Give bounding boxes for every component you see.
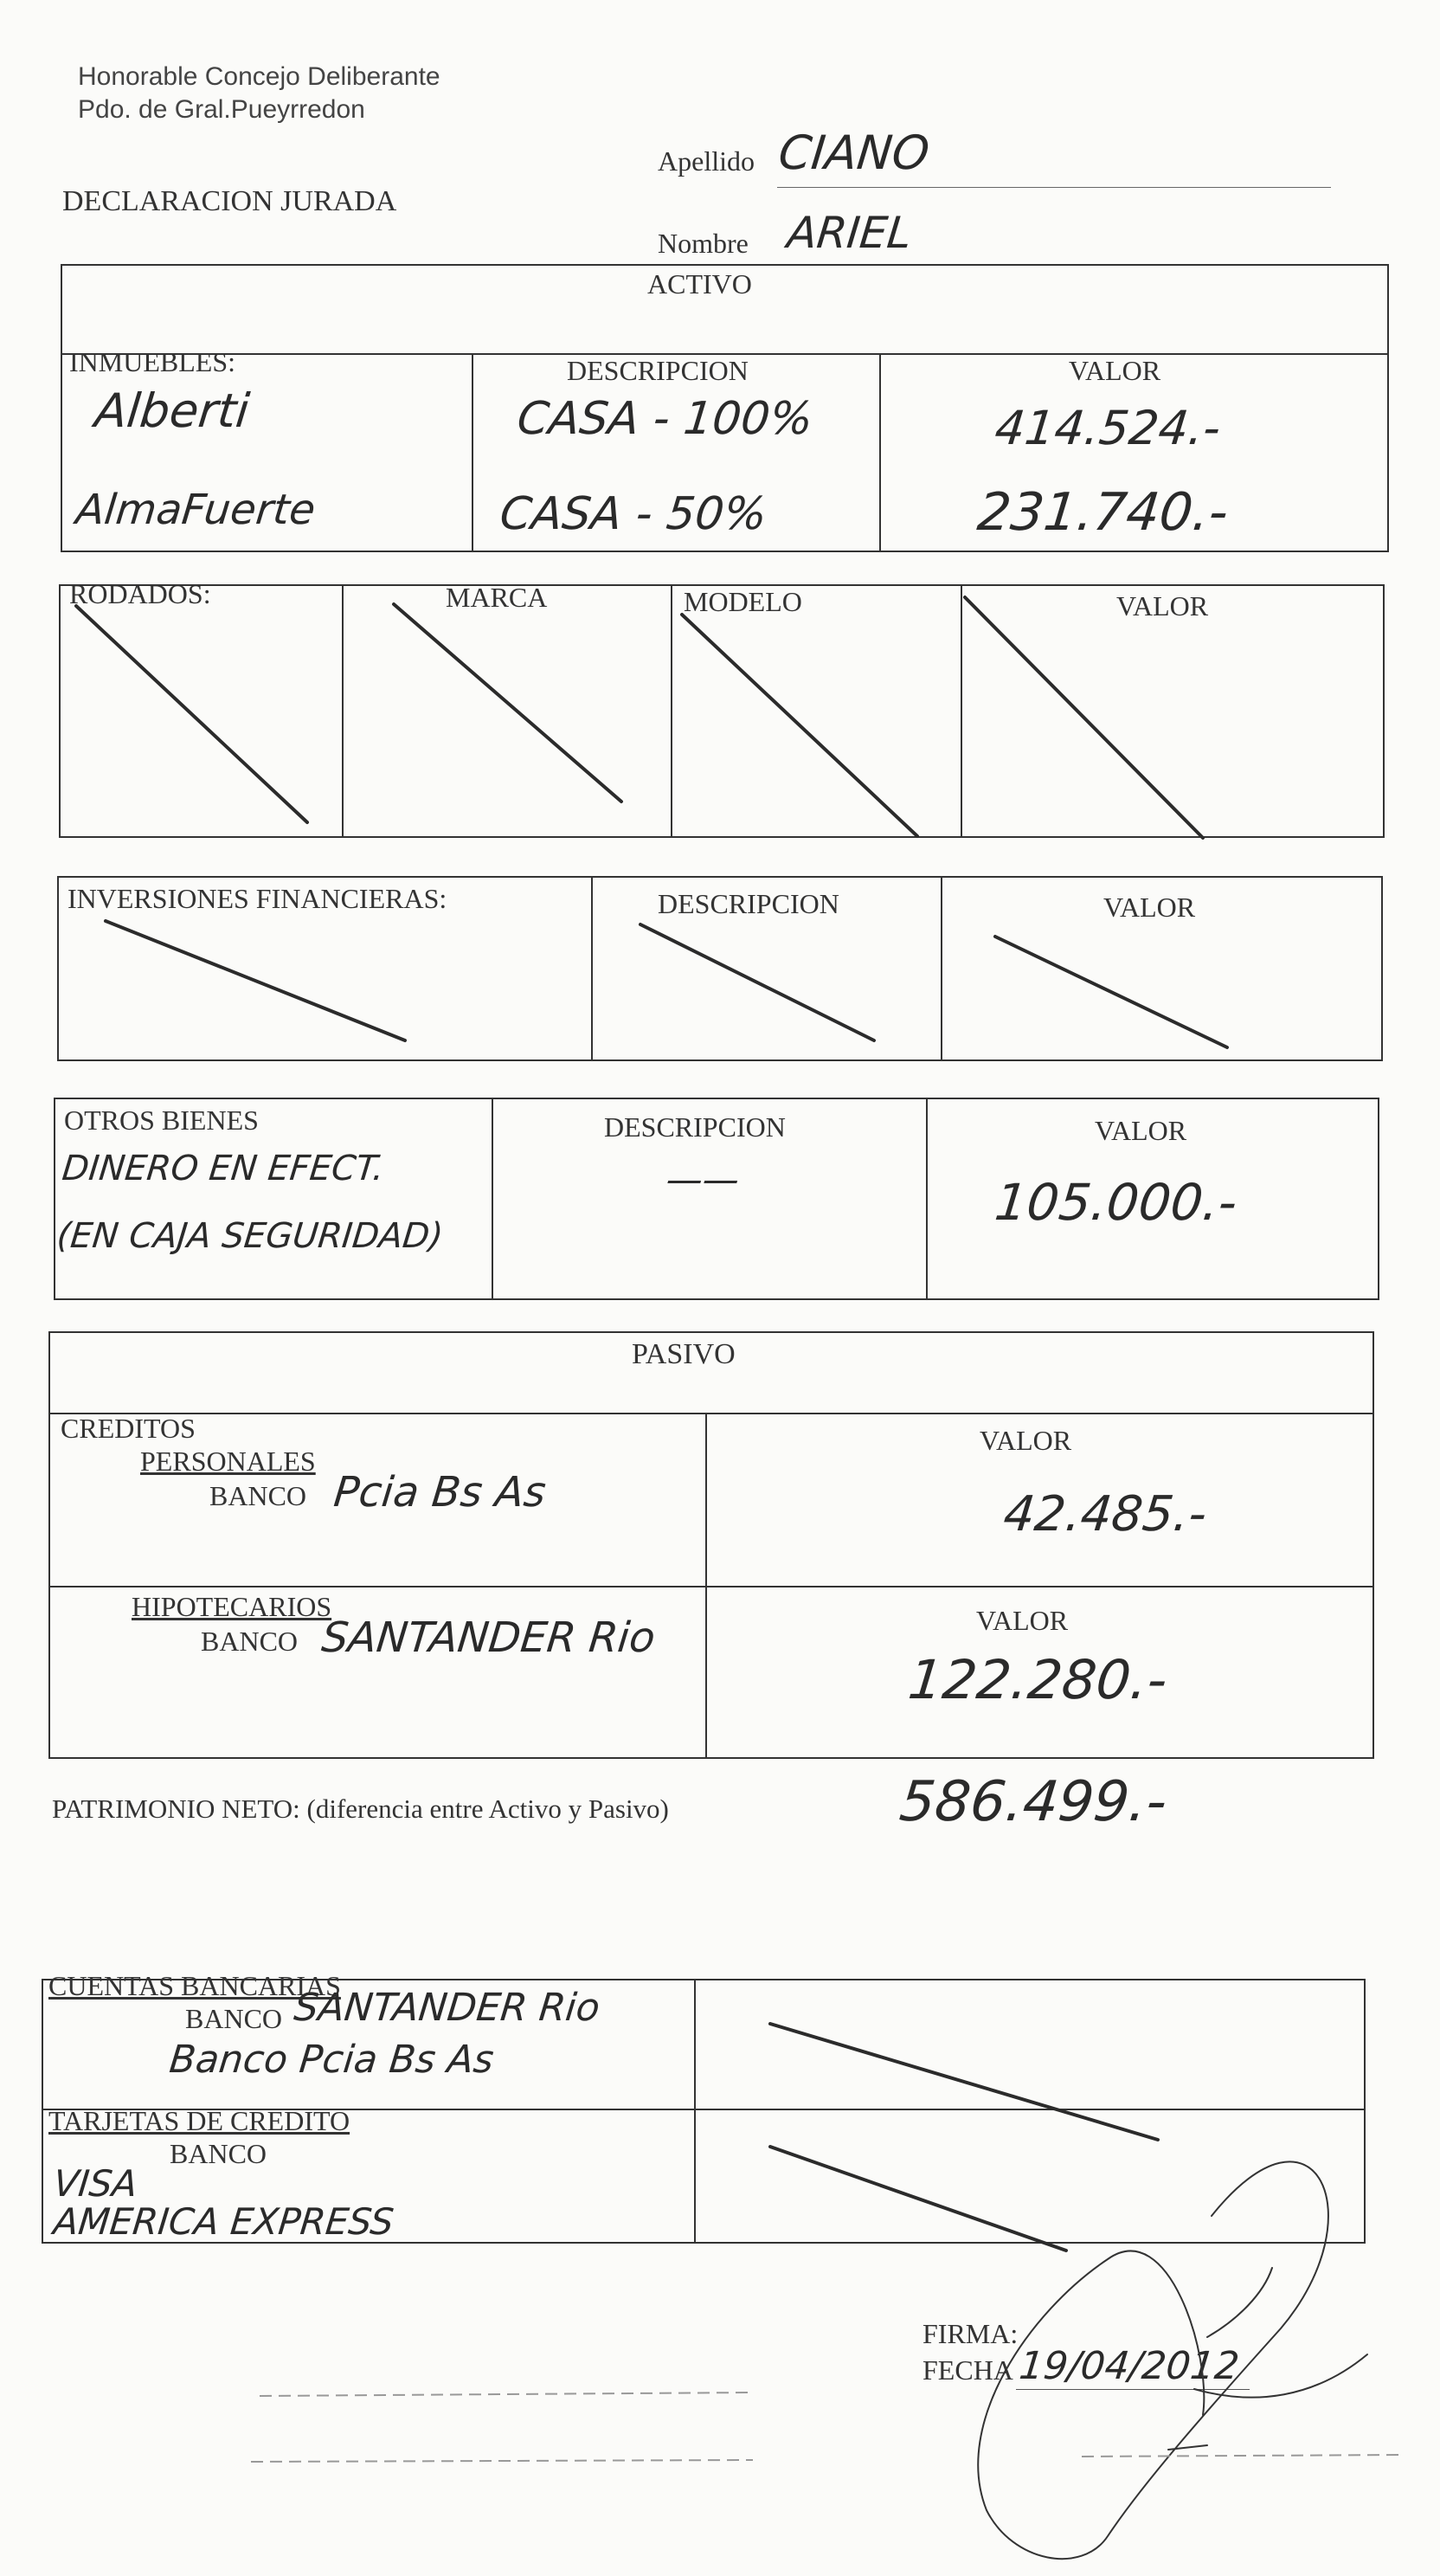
otros-bienes-col-descripcion: DESCRIPCION (604, 1111, 786, 1143)
form-title: DECLARACION JURADA (62, 185, 397, 217)
otros-bienes-descripcion-dash: —— (664, 1158, 742, 1201)
inmueble-row-2-name: AlmaFuerte (74, 486, 318, 534)
otros-bienes-valor: 105.000.- (992, 1173, 1240, 1232)
tarjeta-2: AMERICA EXPRESS (51, 2200, 396, 2243)
pasivo-title: PASIVO (632, 1338, 736, 1370)
tarjetas-label: TARJETAS DE CREDITO (48, 2105, 350, 2136)
cuentas-strike (770, 2024, 1158, 2140)
rodados-col-modelo: MODELO (684, 586, 802, 617)
footer-rule-1 (260, 2392, 753, 2396)
tarjetas-banco-label: BANCO (170, 2138, 267, 2169)
inmueble-row-1-valor: 414.524.- (992, 401, 1224, 455)
personales-col-valor: VALOR (980, 1425, 1072, 1456)
apellido-label: Apellido (658, 145, 755, 177)
rodados-label: RODADOS: (69, 578, 211, 609)
footer-rule-2 (251, 2460, 753, 2462)
rodados-col-valor: VALOR (1116, 590, 1209, 621)
inversiones-strike-1 (106, 921, 405, 1040)
inversiones-label: INVERSIONES FINANCIERAS: (68, 883, 447, 914)
inmuebles-label: INMUEBLES: (69, 346, 235, 377)
inversiones-col-descripcion: DESCRIPCION (658, 888, 839, 919)
footer-rule-3 (1082, 2455, 1402, 2457)
activo-title: ACTIVO (647, 268, 752, 299)
personales-banco-label: BANCO (209, 1480, 307, 1511)
hipotecarios-col-valor: VALOR (976, 1605, 1069, 1636)
rodados-strike-4 (965, 597, 1203, 838)
fecha-label: FECHA (922, 2354, 1013, 2386)
personales-banco-value: Pcia Bs As (331, 1468, 549, 1517)
personales-valor: 42.485.- (1000, 1486, 1210, 1542)
cuentas-banco-2: Banco Pcia Bs As (167, 2038, 496, 2082)
signature (978, 2161, 1367, 2559)
institution-line-2: Pdo. de Gral.Pueyrredon (78, 95, 365, 124)
inmueble-row-1-name: Alberti (92, 383, 253, 438)
nombre-label: Nombre (658, 228, 749, 259)
nombre-value: ARIEL (784, 208, 915, 258)
rodados-strike-3 (682, 615, 917, 836)
institution-line-1: Honorable Concejo Deliberante (78, 62, 440, 91)
rodados-strike-1 (76, 606, 307, 822)
apellido-value: CIANO (775, 126, 932, 180)
hipotecarios-label: HIPOTECARIOS (132, 1591, 332, 1622)
firma-label: FIRMA: (922, 2318, 1019, 2349)
rodados-col-marca: MARCA (446, 582, 548, 613)
inmuebles-col-descripcion: DESCRIPCION (567, 355, 749, 386)
patrimonio-label: PATRIMONIO NETO: (diferencia entre Activo y Pasivo) (52, 1794, 669, 1824)
inmueble-row-2-descripcion: CASA - 50% (497, 488, 770, 540)
inversiones-strike-2 (640, 924, 874, 1040)
creditos-label: CREDITOS (61, 1413, 196, 1444)
cuentas-label: CUENTAS BANCARIAS (48, 1970, 341, 2001)
inmueble-row-2-valor: 231.740.- (974, 482, 1231, 543)
cuentas-banco-label: BANCO (185, 2003, 283, 2034)
patrimonio-valor: 586.499.- (897, 1770, 1170, 1834)
otros-bienes-label: OTROS BIENES (64, 1104, 259, 1136)
otros-bienes-line-1: DINERO EN EFECT. (60, 1149, 387, 1188)
fecha-value: 19/04/2012 (1017, 2344, 1242, 2388)
tarjeta-1: VISA (51, 2162, 140, 2205)
inmuebles-col-valor: VALOR (1069, 355, 1161, 386)
inmueble-row-1-descripcion: CASA - 100% (514, 393, 816, 445)
otros-bienes-line-2: (EN CAJA SEGURIDAD) (55, 1216, 446, 1256)
hipotecarios-banco-label: BANCO (201, 1626, 299, 1657)
rodados-strike-2 (394, 604, 621, 802)
cuentas-banco-1: SANTANDER Rio (292, 1986, 602, 2030)
tarjetas-strike (770, 2147, 1066, 2251)
hipotecarios-banco-value: SANTANDER Rio (319, 1613, 658, 1662)
personales-label: PERSONALES (140, 1446, 316, 1477)
otros-bienes-col-valor: VALOR (1095, 1115, 1187, 1146)
inversiones-strike-3 (995, 937, 1227, 1047)
hipotecarios-valor: 122.280.- (905, 1648, 1171, 1711)
inversiones-col-valor: VALOR (1103, 892, 1196, 923)
